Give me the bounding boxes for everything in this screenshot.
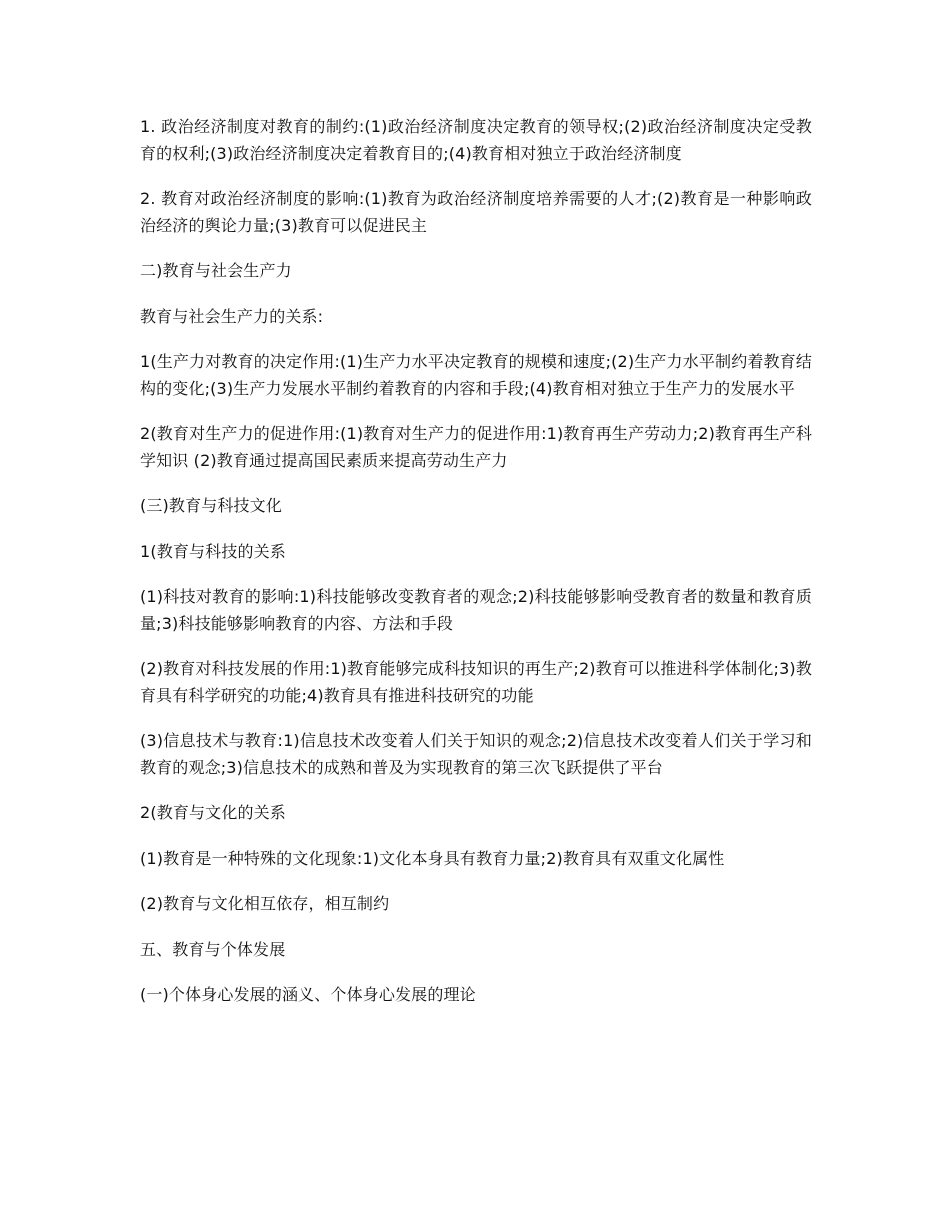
paragraph-productivity-determines-education: 1(生产力对教育的决定作用:(1)生产力水平决定教育的规模和速度;(2)生产力水平制约着教育结构的变化;(3)生产力发展水平制约着教育的内容和手段;(4)教育相对独立于生产力的发展水平: [140, 352, 812, 398]
section-heading-productivity: 二)教育与社会生产力: [140, 261, 292, 280]
section-heading-science-culture: (三)教育与科技文化: [140, 496, 282, 515]
subheading-education-science: 1(教育与科技的关系: [140, 541, 286, 561]
paragraph-education-role-science: (2)教育对科技发展的作用:1)教育能够完成科技知识的再生产;2)教育可以推进科学体制化;3)教育具有科学研究的功能;4)教育具有推进科技研究的功能: [140, 659, 812, 705]
paragraph-education-cultural-phenomenon: (1)教育是一种特殊的文化现象:1)文化本身具有教育力量;2)教育具有双重文化属性: [140, 848, 725, 868]
paragraph-political-economy-constraints: 1. 政治经济制度对教育的制约:(1)政治经济制度决定教育的领导权;(2)政治经济制度决定受教育的权利;(3)政治经济制度决定着教育目的;(4)教育相对独立于政治经济制度: [140, 117, 812, 163]
subheading-development-theory: (一)个体身心发展的涵义、个体身心发展的理论: [140, 985, 476, 1004]
paragraph-education-culture-interdependence: (2)教育与文化相互依存，相互制约: [140, 894, 390, 913]
document-page: [140, 114, 812, 1028]
section-heading-individual-development: 五、教育与个体发展: [140, 939, 286, 959]
paragraph-science-influence-education: (1)科技对教育的影响:1)科技能够改变教育者的观念;2)科技能够影响受教育者的数量和教育质量;3)科技能够影响教育的内容、方法和手段: [140, 587, 812, 633]
paragraph-information-technology: (3)信息技术与教育:1)信息技术改变着人们关于知识的观念;2)信息技术改变着人们关于学习和教育的观念;3)信息技术的成熟和普及为实现教育的第三次飞跃提供了平台: [140, 731, 812, 777]
paragraph-education-influence-politics: 2. 教育对政治经济制度的影响:(1)教育为政治经济制度培养需要的人才;(2)教育是一种影响政治经济的舆论力量;(3)教育可以促进民主: [140, 189, 812, 235]
subheading-education-culture: 2(教育与文化的关系: [140, 803, 286, 822]
paragraph-education-promotes-productivity: 2(教育对生产力的促进作用:(1)教育对生产力的促进作用:1)教育再生产劳动力;2)教育再生产科学知识 (2)教育通过提高国民素质来提高劳动生产力: [140, 424, 812, 470]
paragraph-productivity-relation-intro: 教育与社会生产力的关系:: [140, 306, 324, 326]
